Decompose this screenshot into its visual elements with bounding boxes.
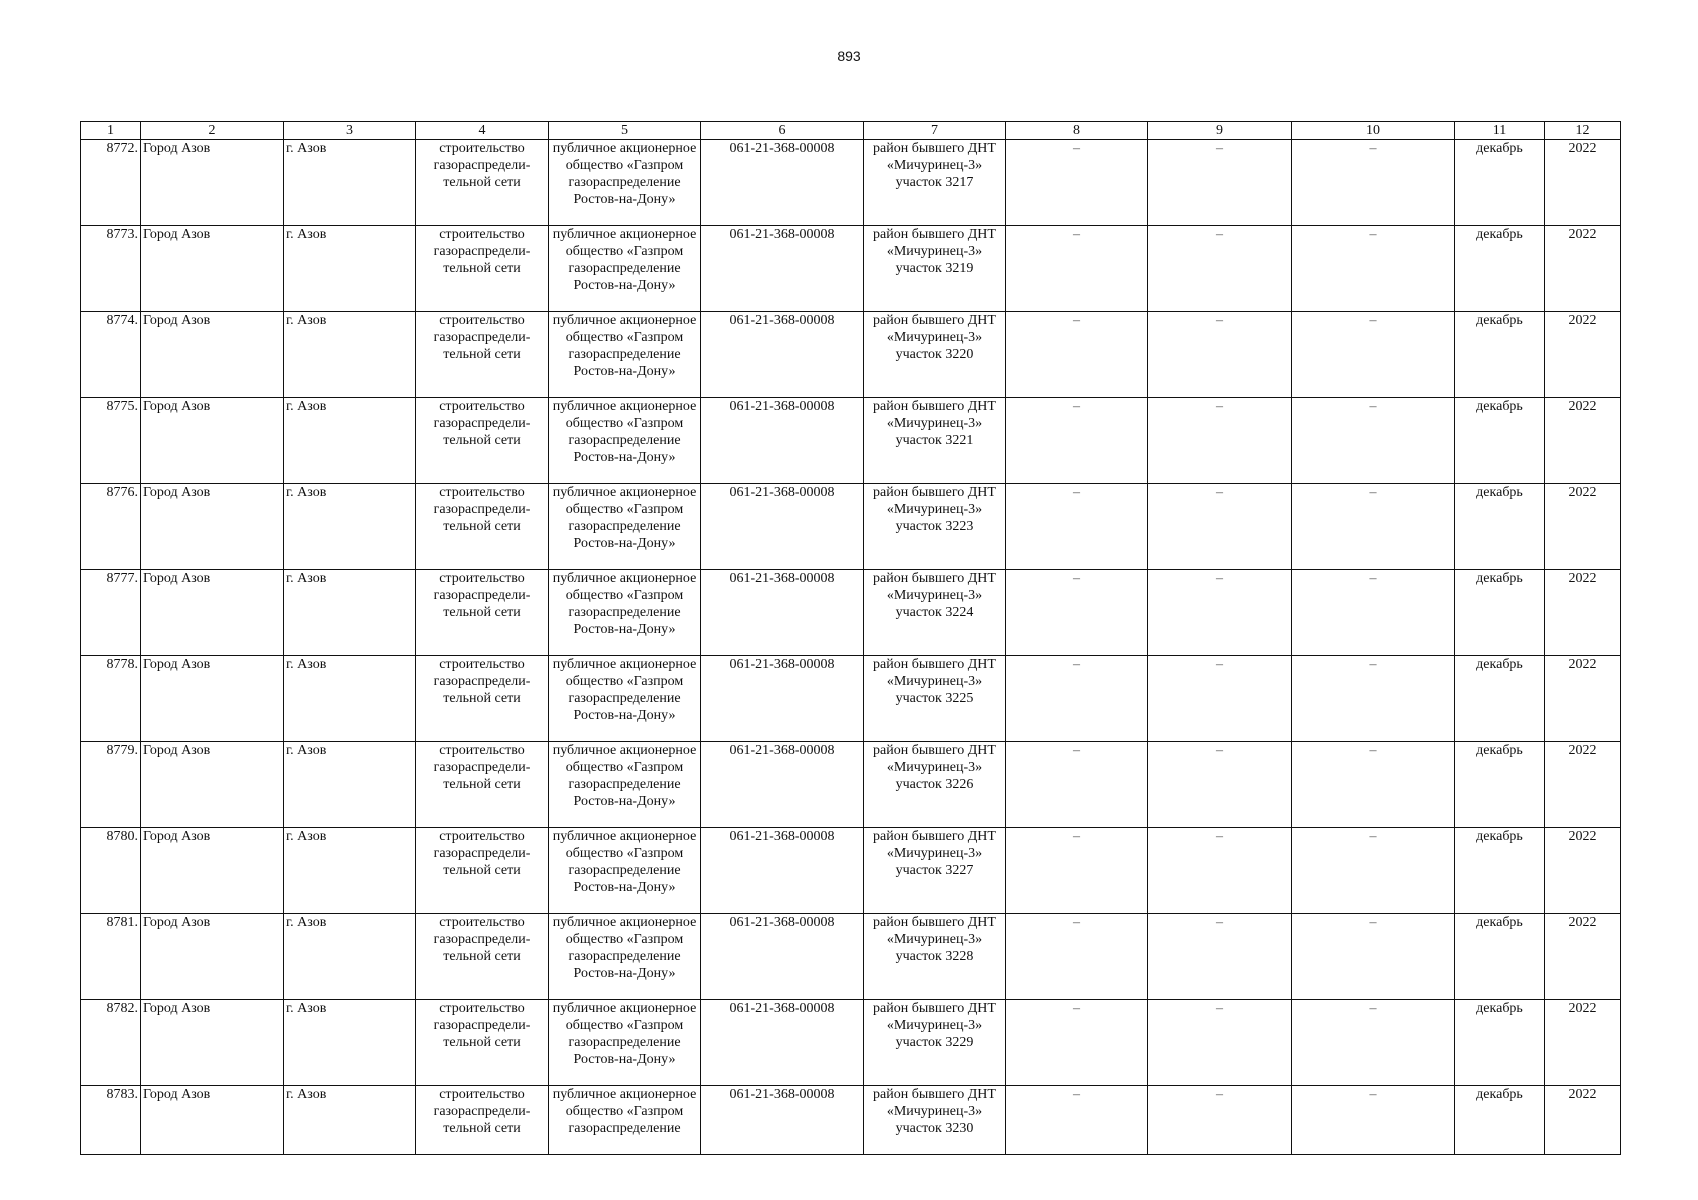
owner-cell: публичное акционерное общество «Газпром газораспределение Ростов-на-Дону» <box>549 656 701 742</box>
month-cell: декабрь <box>1455 484 1545 570</box>
month-cell: декабрь <box>1455 828 1545 914</box>
code-cell: 061-21-368-00008 <box>701 1000 864 1086</box>
municipality-cell: Город Азов <box>141 914 284 1000</box>
row-number: 8773. <box>81 226 141 312</box>
year-cell: 2022 <box>1545 1000 1621 1086</box>
owner-cell: публичное акционерное общество «Газпром газораспределение Ростов-на-Дону» <box>549 570 701 656</box>
month-cell: декабрь <box>1455 742 1545 828</box>
table-row <box>81 226 1621 312</box>
address-cell: район бывшего ДНТ «Мичуринец-3» участок 3220 <box>864 312 1006 398</box>
column-10-cell: – <box>1292 570 1455 656</box>
column-header: 3 <box>284 122 416 140</box>
row-number: 8774. <box>81 312 141 398</box>
address-cell: район бывшего ДНТ «Мичуринец-3» участок 3223 <box>864 484 1006 570</box>
column-9-cell: – <box>1148 828 1292 914</box>
column-9-cell: – <box>1148 656 1292 742</box>
row-number: 8777. <box>81 570 141 656</box>
column-9-cell: – <box>1148 226 1292 312</box>
municipality-cell: Город Азов <box>141 828 284 914</box>
row-number: 8772. <box>81 140 141 226</box>
month-cell: декабрь <box>1455 914 1545 1000</box>
month-cell: декабрь <box>1455 312 1545 398</box>
month-cell: декабрь <box>1455 398 1545 484</box>
column-8-cell: – <box>1006 140 1148 226</box>
owner-cell: публичное акционерное общество «Газпром газораспределение Ростов-на-Дону» <box>549 914 701 1000</box>
table-row <box>81 570 1621 656</box>
column-header: 9 <box>1148 122 1292 140</box>
owner-cell: публичное акционерное общество «Газпром газораспределение Ростов-на-Дону» <box>549 484 701 570</box>
address-cell: район бывшего ДНТ «Мичуринец-3» участок 3219 <box>864 226 1006 312</box>
column-8-cell: – <box>1006 656 1148 742</box>
table-row <box>81 914 1621 1000</box>
locality-cell: г. Азов <box>284 140 416 226</box>
address-cell: район бывшего ДНТ «Мичуринец-3» участок 3217 <box>864 140 1006 226</box>
header-row <box>81 122 1621 140</box>
column-header: 7 <box>864 122 1006 140</box>
year-cell: 2022 <box>1545 914 1621 1000</box>
locality-cell: г. Азов <box>284 312 416 398</box>
column-8-cell: – <box>1006 226 1148 312</box>
column-8-cell: – <box>1006 484 1148 570</box>
month-cell: декабрь <box>1455 1086 1545 1155</box>
year-cell: 2022 <box>1545 828 1621 914</box>
owner-cell: публичное акционерное общество «Газпром газораспределение Ростов-на-Дону» <box>549 742 701 828</box>
column-10-cell: – <box>1292 656 1455 742</box>
column-header: 4 <box>416 122 549 140</box>
column-10-cell: – <box>1292 914 1455 1000</box>
purpose-cell: строительство газораспредели-тельной сети <box>416 742 549 828</box>
locality-cell: г. Азов <box>284 914 416 1000</box>
page-number: 893 <box>837 48 861 64</box>
year-cell: 2022 <box>1545 312 1621 398</box>
month-cell: декабрь <box>1455 1000 1545 1086</box>
year-cell: 2022 <box>1545 570 1621 656</box>
table-row <box>81 484 1621 570</box>
year-cell: 2022 <box>1545 656 1621 742</box>
code-cell: 061-21-368-00008 <box>701 484 864 570</box>
month-cell: декабрь <box>1455 656 1545 742</box>
municipality-cell: Город Азов <box>141 742 284 828</box>
purpose-cell: строительство газораспредели-тельной сети <box>416 484 549 570</box>
column-8-cell: – <box>1006 1086 1148 1155</box>
locality-cell: г. Азов <box>284 398 416 484</box>
table-row <box>81 312 1621 398</box>
purpose-cell: строительство газораспредели-тельной сети <box>416 226 549 312</box>
municipality-cell: Город Азов <box>141 656 284 742</box>
locality-cell: г. Азов <box>284 1086 416 1155</box>
column-8-cell: – <box>1006 312 1148 398</box>
locality-cell: г. Азов <box>284 1000 416 1086</box>
row-number: 8776. <box>81 484 141 570</box>
owner-cell: публичное акционерное общество «Газпром газораспределение Ростов-на-Дону» <box>549 398 701 484</box>
purpose-cell: строительство газораспредели-тельной сети <box>416 570 549 656</box>
purpose-cell: строительство газораспредели-тельной сети <box>416 1000 549 1086</box>
municipality-cell: Город Азов <box>141 140 284 226</box>
row-number: 8778. <box>81 656 141 742</box>
code-cell: 061-21-368-00008 <box>701 914 864 1000</box>
purpose-cell: строительство газораспредели-тельной сети <box>416 1086 549 1155</box>
column-9-cell: – <box>1148 1000 1292 1086</box>
year-cell: 2022 <box>1545 1086 1621 1155</box>
code-cell: 061-21-368-00008 <box>701 1086 864 1155</box>
column-header: 12 <box>1545 122 1621 140</box>
column-9-cell: – <box>1148 914 1292 1000</box>
table-row <box>81 1000 1621 1086</box>
purpose-cell: строительство газораспредели-тельной сети <box>416 312 549 398</box>
locality-cell: г. Азов <box>284 742 416 828</box>
column-9-cell: – <box>1148 742 1292 828</box>
purpose-cell: строительство газораспредели-тельной сети <box>416 140 549 226</box>
column-8-cell: – <box>1006 1000 1148 1086</box>
owner-cell: публичное акционерное общество «Газпром газораспределение <box>549 1086 701 1155</box>
month-cell: декабрь <box>1455 140 1545 226</box>
column-header: 5 <box>549 122 701 140</box>
code-cell: 061-21-368-00008 <box>701 828 864 914</box>
row-number: 8782. <box>81 1000 141 1086</box>
municipality-cell: Город Азов <box>141 398 284 484</box>
column-10-cell: – <box>1292 828 1455 914</box>
municipality-cell: Город Азов <box>141 570 284 656</box>
year-cell: 2022 <box>1545 226 1621 312</box>
locality-cell: г. Азов <box>284 484 416 570</box>
column-9-cell: – <box>1148 484 1292 570</box>
locality-cell: г. Азов <box>284 226 416 312</box>
address-cell: район бывшего ДНТ «Мичуринец-3» участок 3227 <box>864 828 1006 914</box>
address-cell: район бывшего ДНТ «Мичуринец-3» участок 3226 <box>864 742 1006 828</box>
row-number: 8775. <box>81 398 141 484</box>
address-cell: район бывшего ДНТ «Мичуринец-3» участок 3228 <box>864 914 1006 1000</box>
column-8-cell: – <box>1006 742 1148 828</box>
column-9-cell: – <box>1148 570 1292 656</box>
purpose-cell: строительство газораспредели-тельной сети <box>416 914 549 1000</box>
column-9-cell: – <box>1148 312 1292 398</box>
column-8-cell: – <box>1006 828 1148 914</box>
address-cell: район бывшего ДНТ «Мичуринец-3» участок 3221 <box>864 398 1006 484</box>
municipality-cell: Город Азов <box>141 1086 284 1155</box>
row-number: 8780. <box>81 828 141 914</box>
column-header: 10 <box>1292 122 1455 140</box>
row-number: 8779. <box>81 742 141 828</box>
purpose-cell: строительство газораспредели-тельной сети <box>416 828 549 914</box>
address-cell: район бывшего ДНТ «Мичуринец-3» участок 3229 <box>864 1000 1006 1086</box>
column-10-cell: – <box>1292 484 1455 570</box>
table-row <box>81 656 1621 742</box>
year-cell: 2022 <box>1545 742 1621 828</box>
year-cell: 2022 <box>1545 140 1621 226</box>
column-header: 8 <box>1006 122 1148 140</box>
municipality-cell: Город Азов <box>141 1000 284 1086</box>
table-row <box>81 828 1621 914</box>
column-10-cell: – <box>1292 226 1455 312</box>
column-8-cell: – <box>1006 570 1148 656</box>
address-cell: район бывшего ДНТ «Мичуринец-3» участок 3224 <box>864 570 1006 656</box>
table-row <box>81 1086 1621 1155</box>
column-9-cell: – <box>1148 140 1292 226</box>
column-header: 6 <box>701 122 864 140</box>
register-table <box>80 121 1621 1155</box>
table-row <box>81 398 1621 484</box>
column-9-cell: – <box>1148 398 1292 484</box>
purpose-cell: строительство газораспредели-тельной сети <box>416 656 549 742</box>
year-cell: 2022 <box>1545 484 1621 570</box>
column-10-cell: – <box>1292 140 1455 226</box>
column-10-cell: – <box>1292 1086 1455 1155</box>
address-cell: район бывшего ДНТ «Мичуринец-3» участок 3225 <box>864 656 1006 742</box>
code-cell: 061-21-368-00008 <box>701 140 864 226</box>
column-10-cell: – <box>1292 742 1455 828</box>
address-cell: район бывшего ДНТ «Мичуринец-3» участок 3230 <box>864 1086 1006 1155</box>
locality-cell: г. Азов <box>284 828 416 914</box>
column-10-cell: – <box>1292 1000 1455 1086</box>
column-9-cell: – <box>1148 1086 1292 1155</box>
column-8-cell: – <box>1006 914 1148 1000</box>
owner-cell: публичное акционерное общество «Газпром газораспределение Ростов-на-Дону» <box>549 312 701 398</box>
column-header: 11 <box>1455 122 1545 140</box>
column-8-cell: – <box>1006 398 1148 484</box>
code-cell: 061-21-368-00008 <box>701 742 864 828</box>
owner-cell: публичное акционерное общество «Газпром газораспределение Ростов-на-Дону» <box>549 828 701 914</box>
locality-cell: г. Азов <box>284 570 416 656</box>
municipality-cell: Город Азов <box>141 484 284 570</box>
code-cell: 061-21-368-00008 <box>701 656 864 742</box>
year-cell: 2022 <box>1545 398 1621 484</box>
code-cell: 061-21-368-00008 <box>701 226 864 312</box>
municipality-cell: Город Азов <box>141 226 284 312</box>
month-cell: декабрь <box>1455 226 1545 312</box>
owner-cell: публичное акционерное общество «Газпром газораспределение Ростов-на-Дону» <box>549 1000 701 1086</box>
column-header: 1 <box>81 122 141 140</box>
purpose-cell: строительство газораспредели-тельной сети <box>416 398 549 484</box>
table-row <box>81 140 1621 226</box>
row-number: 8783. <box>81 1086 141 1155</box>
owner-cell: публичное акционерное общество «Газпром газораспределение Ростов-на-Дону» <box>549 226 701 312</box>
code-cell: 061-21-368-00008 <box>701 398 864 484</box>
table-row <box>81 742 1621 828</box>
code-cell: 061-21-368-00008 <box>701 570 864 656</box>
code-cell: 061-21-368-00008 <box>701 312 864 398</box>
column-10-cell: – <box>1292 398 1455 484</box>
municipality-cell: Город Азов <box>141 312 284 398</box>
owner-cell: публичное акционерное общество «Газпром газораспределение Ростов-на-Дону» <box>549 140 701 226</box>
row-number: 8781. <box>81 914 141 1000</box>
column-10-cell: – <box>1292 312 1455 398</box>
column-header: 2 <box>141 122 284 140</box>
locality-cell: г. Азов <box>284 656 416 742</box>
month-cell: декабрь <box>1455 570 1545 656</box>
